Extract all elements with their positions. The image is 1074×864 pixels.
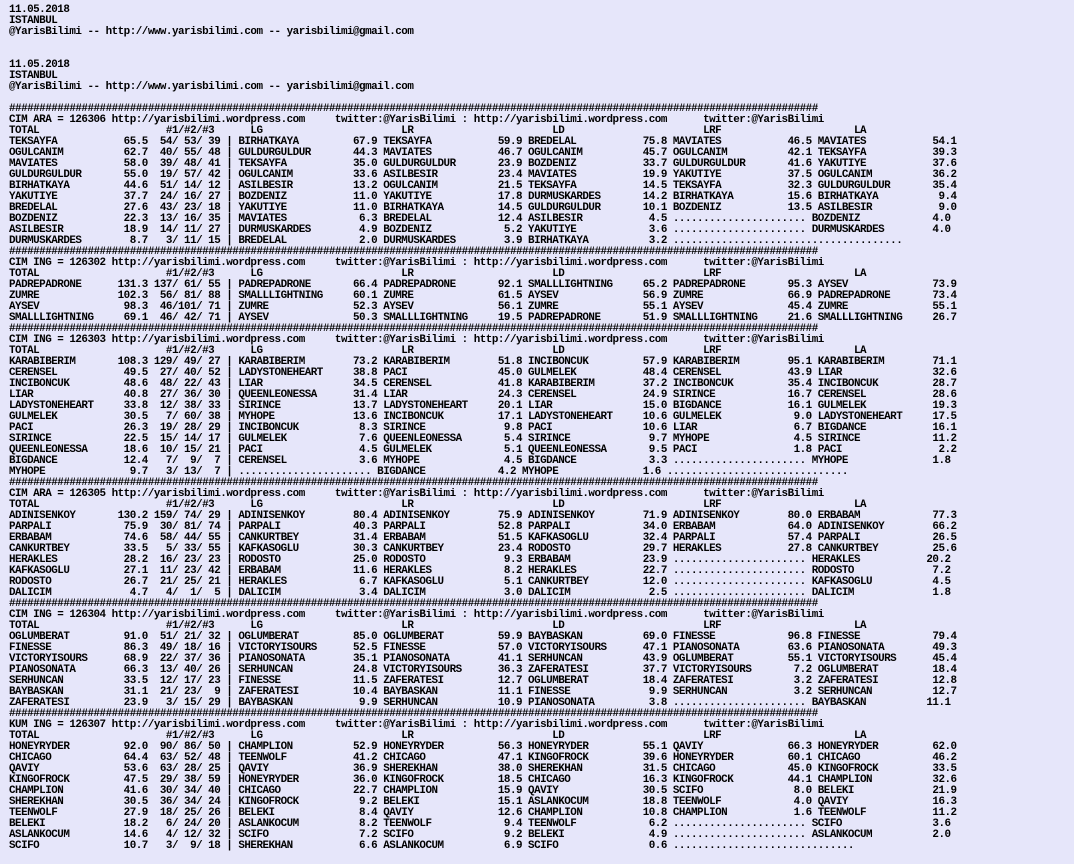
report-line: ZUMRE 102.3 56/ 81/ 88 | SMALLLIGHTNING 60.1 ZUMRE 61.5 AYSEV 56.9 ZUMRE 66.9 PADREPADRONE 73.4 — [9, 290, 957, 302]
report-line: QAVIY 53.6 63/ 28/ 25 | QAVIY 36.9 SHEREKHAN 38.0 SHEREKHAN 31.5 CHICAGO 45.0 KINGOFROCK 33.5 — [9, 763, 957, 775]
report-line: @YarisBilimi -- http://www.yarisbilimi.com -- yarisbilimi@gmail.com — [9, 81, 414, 93]
report-line: CHICAGO 64.4 63/ 52/ 48 | TEENWOLF 41.2 CHICAGO 47.1 KINGOFROCK 39.6 HONEYRYDER 60.1 CHICAGO 46.2 — [9, 752, 957, 764]
report-line: SERHUNCAN 33.5 12/ 17/ 23 | FINESSE 11.5 ZAFERATESI 12.7 OGLUMBERAT 18.4 ZAFERATESI 3.2 ZAFERATESI 12.8 — [9, 675, 957, 687]
report-line: @YarisBilimi -- http://www.yarisbilimi.com -- yarisbilimi@gmail.com — [9, 26, 414, 38]
report-line: VICTORYISOURS 68.9 22/ 37/ 36 | PIANOSONATA 35.1 PIANOSONATA 41.1 SERHUNCAN 43.9 OGLUMBERAT 55.1 VICTORYISOURS 45.4 — [9, 653, 957, 665]
report-line: ###################################################################################################################################### — [9, 323, 818, 335]
report-line: LADYSTONEHEART 33.8 12/ 38/ 33 | SIRINCE 13.7 LADYSTONEHEART 20.1 LIAR 15.0 BIGDANCE 16.1 GULMELEK 19.3 — [9, 400, 957, 412]
report-line: ADINISENKOY 130.2 159/ 74/ 29 | ADINISENKOY 80.4 ADINISENKOY 75.9 ADINISENKOY 71.9 ADINISENKOY 80.0 ERBABAM 77.3 — [9, 510, 957, 522]
report-line: TEKSAYFA 65.5 54/ 53/ 39 | BIRHATKAYA 67.9 TEKSAYFA 59.9 BREDELAL 75.8 MAVIATES 46.5 MAVIATES 54.1 — [9, 136, 957, 148]
report-line: KUM ING = 126307 http://yarisbilimi.wordpress.com twitter:@YarisBilimi : http://yarisbilimi.wordpress.com twitter:@YarisBilimi — [9, 719, 824, 731]
report-line: TOTAL #1/#2/#3 LG LR LD LRF LA — [9, 730, 867, 742]
report-line: GULDURGULDUR 55.0 19/ 57/ 42 | OGULCANIM 33.6 ASILBESIR 23.4 MAVIATES 19.9 YAKUTIYE 37.5 OGULCANIM 36.2 — [9, 169, 957, 181]
report-line: INCIBONCUK 48.6 48/ 22/ 43 | LIAR 34.5 CERENSEL 41.8 KARABIBERIM 37.2 INCIBONCUK 35.4 INCIBONCUK 28.7 — [9, 378, 957, 390]
report-line: BELEKI 18.2 6/ 24/ 20 | ASLANKOCUM 8.2 TEENWOLF 9.4 TEENWOLF 6.2 ...................... SCIFO 3.6 — [9, 818, 951, 830]
report-line: MYHOPE 9.7 3/ 13/ 7 | ...................... BIGDANCE 4.2 MYHOPE 1.6 .............................. — [9, 466, 848, 478]
report-line: BIRHATKAYA 44.6 51/ 14/ 12 | ASILBESIR 13.2 OGULCANIM 21.5 TEKSAYFA 14.5 TEKSAYFA 32.3 GULDURGULDUR 35.4 — [9, 180, 957, 192]
report-line: BOZDENIZ 22.3 13/ 16/ 35 | MAVIATES 6.3 BREDELAL 12.4 ASILBESIR 4.5 ...................... BOZDENIZ 4.0 — [9, 213, 951, 225]
report-line: ###################################################################################################################################### — [9, 246, 818, 258]
report-line: ISTANBUL — [9, 15, 58, 27]
report-line: FINESSE 86.3 49/ 18/ 16 | VICTORYISOURS 52.5 FINESSE 57.0 VICTORYISOURS 47.1 PIANOSONATA 63.6 PIANOSONATA 49.3 — [9, 642, 957, 654]
report-line: ###################################################################################################################################### — [9, 598, 818, 610]
report-line: SHEREKHAN 30.5 36/ 34/ 24 | KINGOFROCK 9.2 BELEKI 15.1 ASLANKOCUM 18.8 TEENWOLF 4.0 QAVIY 16.3 — [9, 796, 957, 808]
report-line: CIM ARA = 126306 http://yarisbilimi.wordpress.com twitter:@YarisBilimi : http://yarisbilimi.wordpress.com twitter:@YarisBilimi — [9, 114, 824, 126]
report-line: KARABIBERIM 108.3 129/ 49/ 27 | KARABIBERIM 73.2 KARABIBERIM 51.8 INCIBONCUK 57.9 KARABIBERIM 95.1 KARABIBERIM 71.1 — [9, 356, 957, 368]
report-line: ###################################################################################################################################### — [9, 477, 818, 489]
report-line: OGULCANIM 62.7 40/ 55/ 48 | GULDURGULDUR 44.3 MAVIATES 46.7 OGULCANIM 45.7 OGULCANIM 42.1 TEKSAYFA 39.3 — [9, 147, 957, 159]
report-line: LIAR 40.8 27/ 36/ 30 | QUEENLEONESSA 31.4 LIAR 24.3 CERENSEL 24.9 SIRINCE 16.7 CERENSEL 28.6 — [9, 389, 957, 401]
report-line: BAYBASKAN 31.1 21/ 23/ 9 | ZAFERATESI 10.4 BAYBASKAN 11.1 FINESSE 9.9 SERHUNCAN 3.2 SERHUNCAN 12.7 — [9, 686, 957, 698]
report-line: PADREPADRONE 131.3 137/ 61/ 55 | PADREPADRONE 66.4 PADREPADRONE 92.1 SMALLLIGHTNING 65.2 PADREPADRONE 95.3 AYSEV 73.9 — [9, 279, 957, 291]
report-line: SCIFO 10.7 3/ 9/ 18 | SHEREKHAN 6.6 ASLANKOCUM 6.9 SCIFO 0.6 .............................. — [9, 840, 854, 852]
report-line: PIANOSONATA 66.3 13/ 40/ 26 | SERHUNCAN 24.8 VICTORYISOURS 36.3 ZAFERATESI 37.7 VICTORYISOURS 7.2 OGLUMBERAT 18.4 — [9, 664, 957, 676]
report-line: CANKURTBEY 33.5 5/ 33/ 55 | KAFKASOGLU 30.3 CANKURTBEY 23.4 RODOSTO 29.7 HERAKLES 27.8 CANKURTBEY 25.6 — [9, 543, 957, 555]
report-line: YAKUTIYE 37.7 24/ 16/ 27 | BOZDENIZ 11.0 YAKUTIYE 17.8 DURMUSKARDES 14.2 BIRHATKAYA 15.6 BIRHATKAYA 9.4 — [9, 191, 957, 203]
report-line: BIGDANCE 12.4 7/ 9/ 7 | CERENSEL 3.6 MYHOPE 4.5 BIGDANCE 3.3 ...................... MYHOPE 1.8 — [9, 455, 951, 467]
report-line: ###################################################################################################################################### — [9, 103, 818, 115]
report-line: PACI 26.3 19/ 28/ 29 | INCIBONCUK 8.3 SIRINCE 9.8 PACI 10.6 LIAR 6.7 BIGDANCE 16.1 — [9, 422, 957, 434]
report-line: CHAMPLION 41.6 30/ 34/ 40 | CHICAGO 22.7 CHAMPLION 15.9 QAVIY 30.5 SCIFO 8.0 BELEKI 21.9 — [9, 785, 957, 797]
report-line: KINGOFROCK 47.5 29/ 38/ 59 | HONEYRYDER 36.0 KINGOFROCK 18.5 CHICAGO 16.3 KINGOFROCK 44.1 CHAMPLION 32.6 — [9, 774, 957, 786]
report-line: ERBABAM 74.6 58/ 44/ 55 | CANKURTBEY 31.4 ERBABAM 51.5 KAFKASOGLU 32.4 PARPALI 57.4 PARPALI 26.5 — [9, 532, 957, 544]
report-line: PARPALI 75.9 30/ 81/ 74 | PARPALI 40.3 PARPALI 52.8 PARPALI 34.0 ERBABAM 64.0 ADINISENKOY 66.2 — [9, 521, 957, 533]
report-line: TOTAL #1/#2/#3 LG LR LD LRF LA — [9, 125, 867, 137]
report-line: TOTAL #1/#2/#3 LG LR LD LRF LA — [9, 620, 867, 632]
report-line: CERENSEL 49.5 27/ 40/ 52 | LADYSTONEHEART 38.8 PACI 45.0 GULMELEK 48.4 CERENSEL 43.9 LIAR 32.6 — [9, 367, 957, 379]
report-line: DALICIM 4.7 4/ 1/ 5 | DALICIM 3.4 DALICIM 3.0 DALICIM 2.5 ...................... DALICIM 1.8 — [9, 587, 951, 599]
report-line: MAVIATES 58.0 39/ 48/ 41 | TEKSAYFA 35.0 GULDURGULDUR 23.9 BOZDENIZ 33.7 GULDURGULDUR 41.6 YAKUTIYE 37.6 — [9, 158, 957, 170]
report-line: CIM ING = 126304 http://yarisbilimi.wordpress.com twitter:@YarisBilimi : http://yarisbilimi.wordpress.com twitter:@YarisBilimi — [9, 609, 824, 621]
report-line: CIM ARA = 126305 http://yarisbilimi.wordpress.com twitter:@YarisBilimi : http://yarisbilimi.wordpress.com twitter:@YarisBilimi — [9, 488, 824, 500]
report-line: GULMELEK 30.5 7/ 60/ 38 | MYHOPE 13.6 INCIBONCUK 17.1 LADYSTONEHEART 10.6 GULMELEK 9.0 LADYSTONEHEART 17.5 — [9, 411, 957, 423]
report-line: KAFKASOGLU 27.1 11/ 23/ 42 | ERBABAM 11.6 HERAKLES 8.2 HERAKLES 22.7 ...................... RODOSTO 7.2 — [9, 565, 951, 577]
report-line: AYSEV 98.3 46/101/ 71 | ZUMRE 52.3 AYSEV 56.1 ZUMRE 55.1 AYSEV 45.4 ZUMRE 55.1 — [9, 301, 957, 313]
report-line: 11.05.2018 — [9, 59, 70, 71]
report-line: CIM ING = 126303 http://yarisbilimi.wordpress.com twitter:@YarisBilimi : http://yarisbilimi.wordpress.com twitter:@YarisBilimi — [9, 334, 824, 346]
report-line: SMALLLIGHTNING 69.1 46/ 42/ 71 | AYSEV 50.3 SMALLLIGHTNING 19.5 PADREPADRONE 51.9 SMALLLIGHTNING 21.6 SMALLLIGHTNING 26.7 — [9, 312, 957, 324]
report-line: ISTANBUL — [9, 70, 58, 82]
report-line: ###################################################################################################################################### — [9, 708, 818, 720]
report-line: TOTAL #1/#2/#3 LG LR LD LRF LA — [9, 345, 867, 357]
report-line: QUEENLEONESSA 18.6 10/ 15/ 21 | PACI 4.5 GULMELEK 5.1 QUEENLEONESSA 9.5 PACI 1.8 PACI 2.2 — [9, 444, 957, 456]
report-line: TEENWOLF 27.9 18/ 25/ 26 | BELEKI 8.4 QAVIY 12.6 CHAMPLION 10.8 CHAMPLION 1.6 TEENWOLF 11.2 — [9, 807, 957, 819]
report-line: TOTAL #1/#2/#3 LG LR LD LRF LA — [9, 499, 867, 511]
report-line: HERAKLES 28.2 16/ 23/ 23 | RODOSTO 25.0 RODOSTO 9.3 ERBABAM 23.9 ...................... HERAKLES 20.2 — [9, 554, 951, 566]
report-line: CIM ING = 126302 http://yarisbilimi.wordpress.com twitter:@YarisBilimi : http://yarisbilimi.wordpress.com twitter:@YarisBilimi — [9, 257, 824, 269]
report-line: 11.05.2018 — [9, 4, 70, 16]
report-line: BREDELAL 27.6 43/ 23/ 18 | YAKUTIYE 11.0 BIRHATKAYA 14.5 GULDURGULDUR 10.1 BOZDENIZ 13.5 ASILBESIR 9.0 — [9, 202, 957, 214]
report-line: TOTAL #1/#2/#3 LG LR LD LRF LA — [9, 268, 867, 280]
report-line: ASLANKOCUM 14.6 4/ 12/ 32 | SCIFO 7.2 SCIFO 9.2 BELEKI 4.9 ...................... ASLANKOCUM 2.0 — [9, 829, 951, 841]
report-line: ZAFERATESI 23.9 3/ 15/ 29 | BAYBASKAN 9.9 SERHUNCAN 10.9 PIANOSONATA 3.8 ...................... BAYBASKAN 11.1 — [9, 697, 951, 709]
report-line — [9, 38, 1074, 49]
report-line: DURMUSKARDES 8.7 3/ 11/ 15 | BREDELAL 2.0 DURMUSKARDES 3.9 BIRHATKAYA 3.2 ...................................... — [9, 235, 903, 247]
report-line: ASILBESIR 18.9 14/ 11/ 27 | DURMUSKARDES 4.9 BOZDENIZ 5.2 YAKUTIYE 3.6 ...................... DURMUSKARDES 4.0 — [9, 224, 951, 236]
report-line: RODOSTO 26.7 21/ 25/ 21 | HERAKLES 6.7 KAFKASOGLU 5.1 CANKURTBEY 12.0 ...................... KAFKASOGLU 4.5 — [9, 576, 951, 588]
report-line — [9, 49, 1074, 60]
report-line: OGLUMBERAT 91.0 51/ 21/ 32 | OGLUMBERAT 85.0 OGLUMBERAT 59.9 BAYBASKAN 69.0 FINESSE 96.8 FINESSE 79.4 — [9, 631, 957, 643]
report-line: HONEYRYDER 92.0 90/ 86/ 50 | CHAMPLION 52.9 HONEYRYDER 56.3 HONEYRYDER 55.1 QAVIY 66.3 HONEYRYDER 62.0 — [9, 741, 957, 753]
report-line: SIRINCE 22.5 15/ 14/ 17 | GULMELEK 7.6 QUEENLEONESSA 5.4 SIRINCE 9.7 MYHOPE 4.5 SIRINCE 11.2 — [9, 433, 957, 445]
